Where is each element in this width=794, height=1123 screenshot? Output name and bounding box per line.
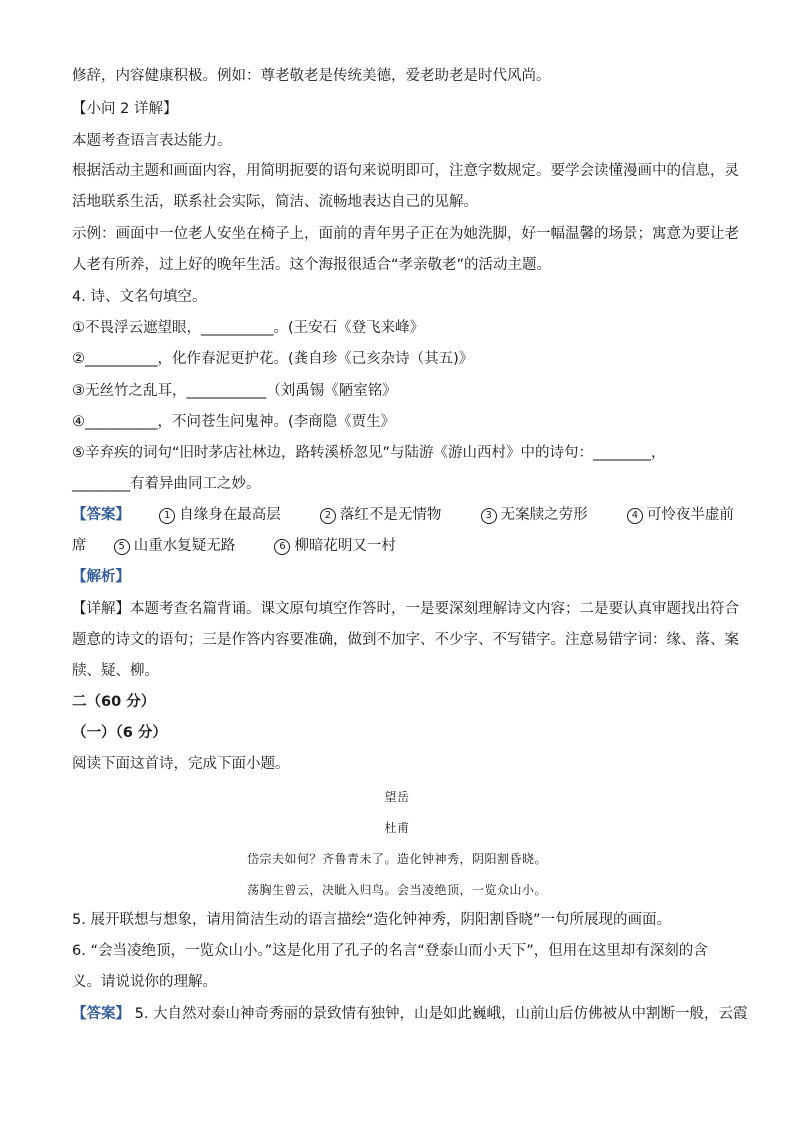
answer-item: 1 自缘身在最高层 bbox=[159, 505, 281, 525]
answer-row-1 bbox=[72, 505, 734, 525]
question-5: 5. 展开联想与想象，请用简洁生动的语言描绘“造化钟神秀，阴阳割昏晓”一句所展现的画面。 bbox=[72, 912, 671, 928]
question-6-cont: 义。请说说你的理解。 bbox=[72, 974, 217, 990]
answer-row-2 bbox=[72, 536, 396, 556]
answer-item: 5 山重水复疑无路 bbox=[114, 536, 236, 556]
fill-blank-item: ⑤辛弃疾的词句“旧时茅店社林边，路转溪桥忽见”与陆游《游山西村》中的诗句：________， bbox=[72, 445, 666, 461]
poem-title: 望岳 bbox=[384, 790, 410, 804]
question-heading: 4. 诗、文名句填空。 bbox=[72, 289, 207, 305]
answer-item: 3 无案牍之劳形 bbox=[481, 505, 588, 525]
poem-line: 荡胸生曾云，决眦入归鸟。会当凌绝顶，一览众山小。 bbox=[246, 883, 547, 897]
answer-row-3: 【答案】 5. 大自然对泰山神奇秀丽的景致情有独钟，山是如此巍峨，山前山后仿佛被从中割断一般，云霞 bbox=[72, 1006, 748, 1022]
detail-tag: 【详解】 bbox=[72, 601, 130, 617]
answer-continuation: 席 bbox=[72, 538, 87, 554]
analysis-paragraph: 题意的诗文的语句；三是作答内容要准确，做到不加字、不少字、不写错字。注意易错字词：缘、落、案 bbox=[72, 632, 739, 648]
text-line: 示例：画面中一位老人安坐在椅子上，面前的青年男子正在为她洗脚，好一幅温馨的场景；寓意为要让老 bbox=[72, 226, 739, 242]
fill-blank-item: ②__________，化作春泥更护花。(龚自珍《己亥杂诗（其五)》 bbox=[72, 351, 474, 367]
question-6: 6. “会当凌绝顶，一览众山小。”这是化用了孔子的名言“登泰山而小天下”，但用在这里却有深刻的含 bbox=[72, 943, 708, 959]
poem-author: 杜甫 bbox=[384, 821, 410, 835]
answer-item: 4 可怜夜半虚前 bbox=[627, 505, 734, 525]
subquestion-heading: 【小问 2 详解】 bbox=[72, 101, 178, 117]
text-line: 活地联系生活，联系社会实际，简洁、流畅地表达自己的见解。 bbox=[72, 194, 478, 210]
answer-item: 2 落红不是无情物 bbox=[320, 505, 442, 525]
answer-tag: 【答案】 bbox=[72, 507, 130, 523]
text-line: 修辞，内容健康积极。例如：尊老敬老是传统美德，爱老助老是时代风尚。 bbox=[72, 68, 551, 84]
text-line: 根据活动主题和画面内容，用简明扼要的语句来说明即可，注意字数规定。要学会读懂漫画中的信息，灵 bbox=[72, 163, 739, 179]
poem-line: 岱宗夫如何？齐鲁青未了。造化钟神秀，阴阳割昏晓。 bbox=[246, 852, 547, 866]
answer-item: 6 柳暗花明又一村 bbox=[274, 536, 396, 556]
answer-tag: 【答案】 bbox=[72, 1006, 130, 1022]
analysis-tag: 【解析】 bbox=[72, 569, 130, 585]
analysis-paragraph: 牍、疑、柳。 bbox=[72, 663, 159, 679]
section-subtitle: （一）（6 分） bbox=[72, 725, 167, 741]
fill-blank-item: ________有着异曲同工之妙。 bbox=[72, 476, 261, 492]
text-line: 人老有所养，过上好的晚年生活。这个海报很适合“孝亲敬老”的活动主题。 bbox=[72, 257, 552, 273]
fill-blank-item: ④__________，不问苍生问鬼神。(李商隐《贾生》 bbox=[72, 414, 396, 430]
text-line: 本题考查语言表达能力。 bbox=[72, 133, 232, 149]
analysis-paragraph: 【详解】本题考查名篇背诵。课文原句填空作答时，一是要深刻理解诗文内容；二是要认真审题找出符合 bbox=[72, 601, 739, 617]
section-intro: 阅读下面这首诗，完成下面小题。 bbox=[72, 756, 290, 772]
section-title: 二（60 分） bbox=[72, 694, 156, 710]
fill-blank-item: ①不畏浮云遮望眼，__________。(王安石《登飞来峰》 bbox=[72, 320, 425, 336]
fill-blank-item: ③无丝竹之乱耳，___________（刘禹锡《陋室铭》 bbox=[72, 383, 397, 399]
